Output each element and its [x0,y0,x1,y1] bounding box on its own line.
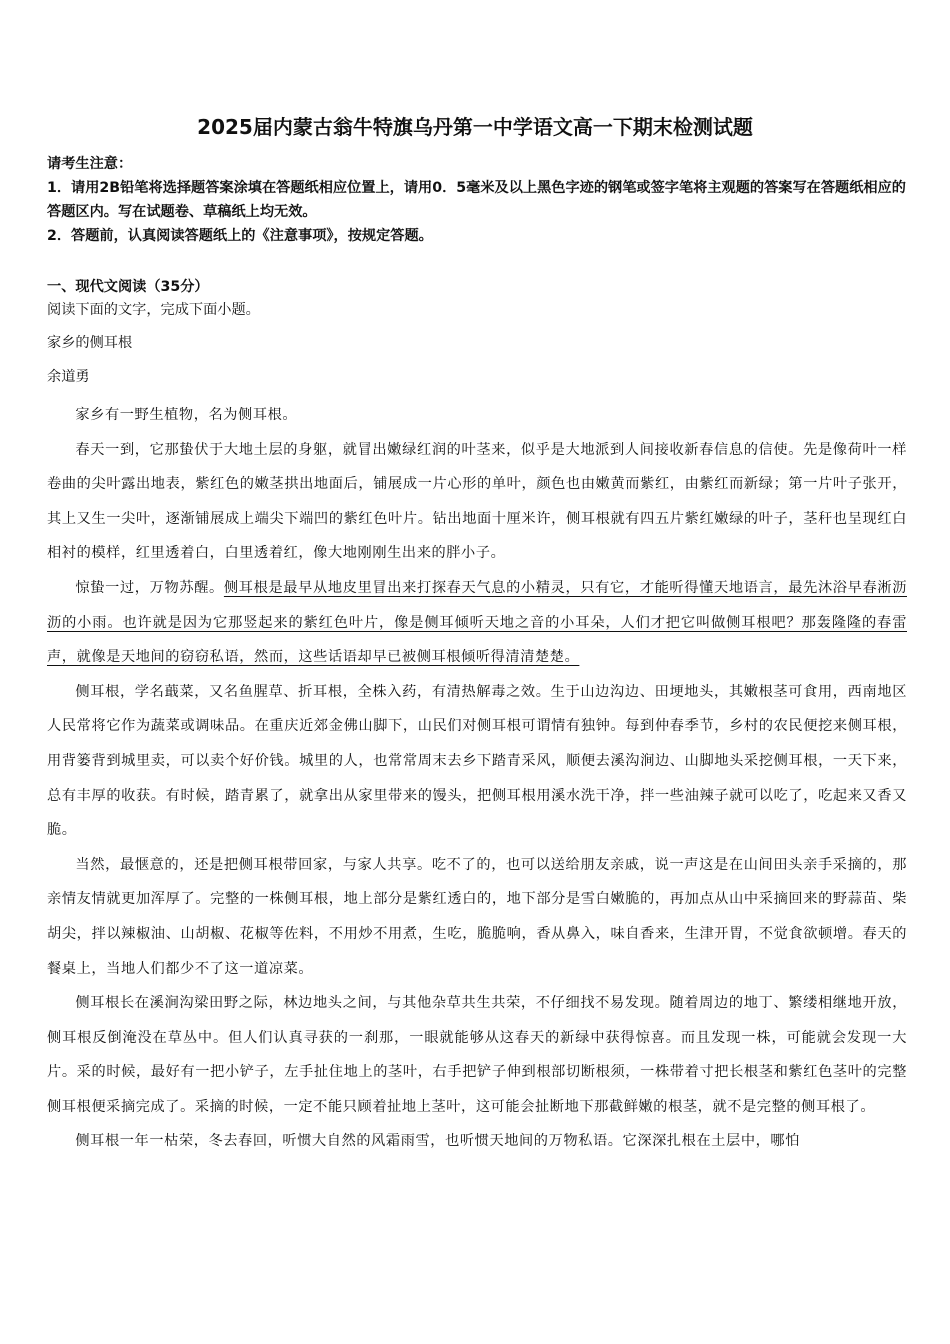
paragraph-6: 侧耳根长在溪涧沟梁田野之际，林边地头之间，与其他杂草共生共荣，不仔细找不易发现。随着周边的地丁、繁缕相继地开放，侧耳根反倒淹没在草丛中。但人们认真寻获的一刹那，一眼就能够从这春天的新绿中获得惊喜。而且发现一株，可能就会发现一大片。采的时候，最好有一把小铲子，左手扯住地上的茎叶，右手把铲子伸到根部切断根须，一株带着寸把长根茎和紫红色茎叶的完整侧耳根便采摘完成了。采摘的时候，一定不能只顾着扯地上茎叶，这可能会扯断地下那截鲜嫩的根茎，就不是完整的侧耳根了。 [47,995,907,1115]
notice-heading: 请考生注意： [47,156,133,172]
section-heading: 一、现代文阅读（35分） [47,279,209,295]
page-title: 2025届内蒙古翁牛特旗乌丹第一中学语文高一下期末检测试题 [197,115,753,139]
article-author: 余道勇 [47,369,90,385]
paragraph-1: 家乡有一野生植物，名为侧耳根。 [75,407,298,423]
paragraph-4: 侧耳根，学名蕺菜，又名鱼腥草、折耳根，全株入药，有清热解毒之效。生于山边沟边、田埂地头，其嫩根茎可食用，西南地区人民常将它作为蔬菜或调味品。在重庆近郊金佛山脚下，山民们对侧耳根可谓情有独钟。每到仲春季节，乡村的农民便挖来侧耳根，用背篓背到城里卖，可以卖个好价钱。城里的人，也常常周末去乡下踏青采风，顺便去溪沟涧边、山脚地头采挖侧耳根，一天下来，总有丰厚的收获。有时候，踏青累了，就拿出从家里带来的馒头，把侧耳根用溪水洗干净，拌一些油辣子就可以吃了，吃起来又香又脆。 [47,683,907,839]
notice-item-2: 2．答题前，认真阅读答题纸上的《注意事项》，按规定答题。 [47,228,433,244]
reading-instruction: 阅读下面的文字，完成下面小题。 [47,302,260,318]
article-title: 家乡的侧耳根 [47,335,133,351]
paragraph-2: 春天一到，它那蛰伏于大地土层的身躯，就冒出嫩绿红润的叶茎来，似乎是大地派到人间接收新春信息的信使。先是像荷叶一样卷曲的尖叶露出地表，紫红色的嫩茎拱出地面后，铺展成一片心形的单叶，颜色也由嫩黄而紫红，由紫红而新绿；第一片叶子张开，其上又生一尖叶，逐渐铺展成上端尖下端凹的紫红色叶片。钻出地面十厘米许，侧耳根就有四五片紫红嫩绿的叶子，茎秆也呈现红白相衬的模样，红里透着白，白里透着红，像大地刚刚生出来的胖小子。 [47,441,907,562]
exam-notice [47,152,907,248]
paragraph-3 [47,571,907,675]
paragraph-7: 侧耳根一年一枯荣，冬去春回，听惯大自然的风霜雨雪，也听惯天地间的万物私语。它深深扎根在土层中，哪怕 [75,1133,800,1150]
notice-item-1: 1．请用2B铅笔将选择题答案涂填在答题纸相应位置上，请用0．5毫米及以上黑色字迹的钢笔或签字笔将主观题的答案写在答题纸相应的答题区内。写在试题卷、草稿纸上均无效。 [47,180,906,220]
article-body [47,398,907,1159]
underlined-passage: 侧耳根是最早从地皮里冒出来打探春天气息的小精灵，只有它，才能听得懂天地语言，最先沐浴早春淅沥沥的小雨。也许就是因为它那竖起来的紫红色叶片，像是侧耳倾听天地之音的小耳朵，人们才把它叫做侧耳根吧？那轰隆隆的春雷声，就像是天地间的窃窃私语，然而，这些话语却早已被侧耳根倾听得清清楚楚。 [47,579,907,666]
paragraph-5: 当然，最惬意的，还是把侧耳根带回家，与家人共享。吃不了的，也可以送给朋友亲戚，说一声这是在山间田头亲手采摘的，那亲情友情就更加浑厚了。完整的一株侧耳根，地上部分是紫红透白的，地下部分是雪白嫩脆的，再加点从山中采摘回来的野蒜苗、柴胡尖，拌以辣椒油、山胡椒、花椒等佐料，不用炒不用煮，生吃，脆脆响，香从鼻入，味自香来，生津开胃，不觉食欲顿增。春天的餐桌上，当地人们都少不了这一道凉菜。 [47,856,907,977]
paragraph-3-lead: 惊蛰一过，万物苏醒。 [75,579,224,596]
